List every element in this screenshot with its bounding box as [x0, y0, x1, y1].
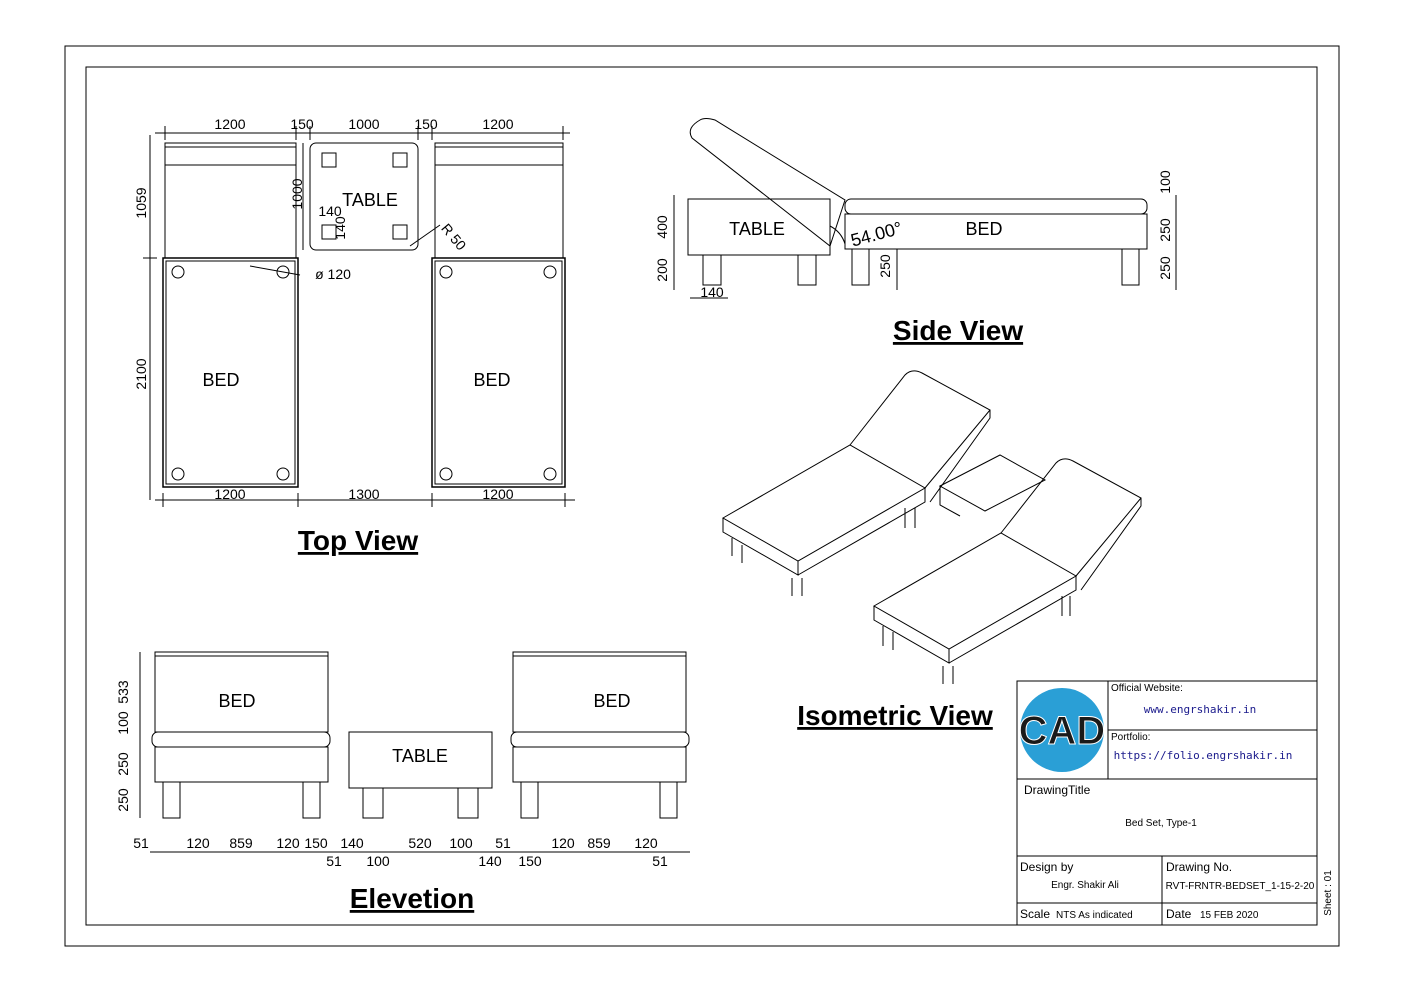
top-bed-right-label: BED [473, 370, 511, 390]
diameter-dim: ø 120 [315, 266, 351, 282]
elev-bottom-dim: 520 [408, 835, 432, 851]
side-dim-250b: 250 [1157, 256, 1173, 280]
elev-bottom-dim-lower: 51 [326, 853, 342, 869]
inner-border [86, 67, 1317, 925]
elevation-left-dims [115, 680, 131, 812]
radius-dim: R 50 [438, 220, 470, 254]
backrest-angle: 54.00° [848, 217, 905, 251]
elev-left-dim: 533 [115, 680, 131, 704]
design-by-label: Design by [1020, 860, 1074, 874]
bottom-dim-1: 1200 [214, 486, 246, 502]
top-dim-2: 150 [290, 116, 314, 132]
elev-bottom-dim: 100 [449, 835, 473, 851]
elev-left-dim: 250 [115, 752, 131, 776]
top-bed-left-label: BED [202, 370, 240, 390]
website-label: Official Website: [1111, 683, 1183, 694]
leg-width-dim: 140 [318, 203, 342, 219]
elev-bottom-dim: 859 [229, 835, 253, 851]
top-view [143, 126, 575, 507]
top-table-label: TABLE [342, 190, 398, 210]
elevation-title: Elevetion [349, 883, 475, 914]
side-table-label: TABLE [729, 219, 785, 239]
side-view-title: Side View [892, 315, 1024, 346]
side-dim-140: 140 [700, 284, 724, 300]
bottom-dim-2: 1300 [348, 486, 380, 502]
side-dim-250-leg: 250 [877, 254, 893, 278]
elev-bed-right-label: BED [593, 691, 631, 711]
scale-label: Scale [1020, 907, 1051, 921]
elev-bed-left-label: BED [218, 691, 256, 711]
logo-text: CAD [1018, 709, 1106, 753]
elev-left-dim: 100 [115, 711, 131, 735]
scale-value: NTS As indicated [1056, 910, 1133, 921]
outer-border [65, 46, 1339, 946]
cad-logo [1019, 688, 1106, 772]
table-height-dim: 1000 [289, 178, 305, 210]
top-dim-3: 1000 [348, 116, 380, 132]
top-dim-1: 1200 [214, 116, 246, 132]
side-dim-100: 100 [1157, 170, 1173, 194]
elev-bottom-dim: 140 [340, 835, 364, 851]
sheet-number: Sheet : 01 [1323, 870, 1334, 916]
elev-bottom-dim: 120 [551, 835, 575, 851]
leg-height-dim: 140 [332, 216, 348, 240]
elev-bottom-dim: 859 [587, 835, 611, 851]
drawing-number: RVT-FRNTR-BEDSET_1-15-2-20 [1165, 881, 1315, 892]
elev-table-label: TABLE [392, 746, 448, 766]
drawing-no-label: Drawing No. [1166, 860, 1233, 874]
left-dim-1059: 1059 [133, 187, 149, 219]
website-link[interactable]: www.engrshakir.in [1143, 703, 1257, 716]
elev-bottom-dim: 120 [186, 835, 210, 851]
elev-bottom-dim-lower: 51 [652, 853, 668, 869]
left-dim-2100: 2100 [133, 358, 149, 390]
bottom-dim-3: 1200 [482, 486, 514, 502]
elev-bottom-dim-lower: 150 [518, 853, 542, 869]
top-dim-5: 1200 [482, 116, 514, 132]
side-dim-400: 400 [654, 215, 670, 239]
elev-bottom-dim-lower: 140 [478, 853, 502, 869]
elev-left-dim: 250 [115, 788, 131, 812]
elev-bottom-dim: 51 [133, 835, 149, 851]
side-bed-label: BED [965, 219, 1003, 239]
elev-bottom-dim: 150 [304, 835, 328, 851]
top-dim-4: 150 [414, 116, 438, 132]
elev-bottom-dim: 120 [276, 835, 300, 851]
side-view [674, 119, 1176, 299]
date-value: 15 FEB 2020 [1200, 910, 1259, 921]
designer-name: Engr. Shakir Ali [1051, 880, 1119, 891]
side-dim-200: 200 [654, 258, 670, 282]
elev-bottom-dim-lower: 100 [366, 853, 390, 869]
side-dim-250a: 250 [1157, 218, 1173, 242]
top-view-title: Top View [297, 525, 419, 556]
drawing-title: Bed Set, Type-1 [1125, 818, 1197, 829]
isometric-view-title: Isometric View [797, 700, 993, 731]
portfolio-link[interactable]: https://folio.engrshakir.in [1113, 749, 1293, 762]
isometric-view [723, 371, 1141, 684]
portfolio-label: Portfolio: [1111, 732, 1151, 743]
drawing-title-label: DrawingTitle [1024, 783, 1091, 797]
date-label: Date [1166, 907, 1192, 921]
elev-bottom-dim: 51 [495, 835, 511, 851]
elev-bottom-dim: 120 [634, 835, 658, 851]
